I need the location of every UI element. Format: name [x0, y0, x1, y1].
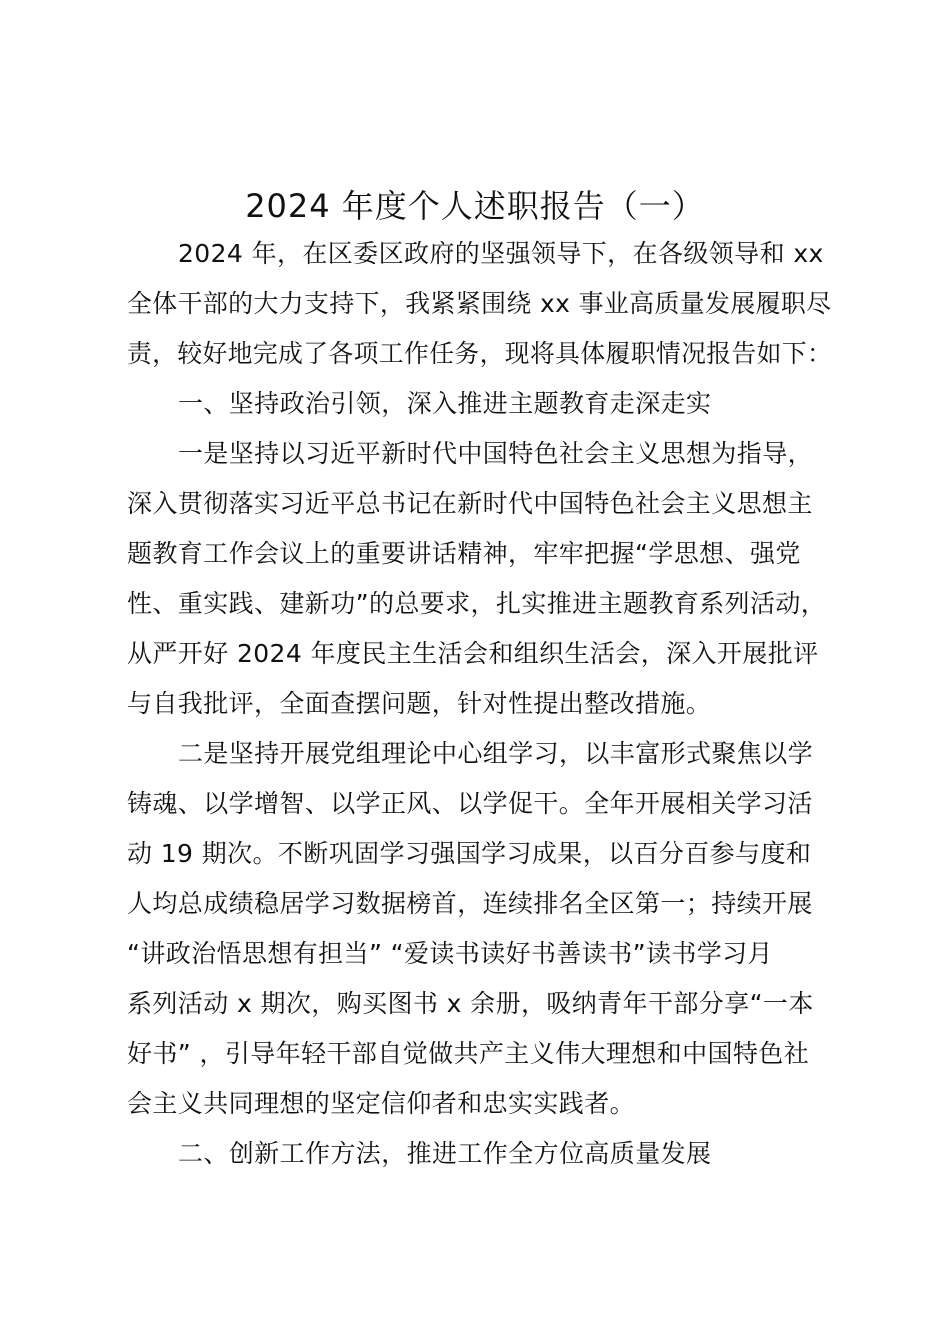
paragraph-line: 二是坚持开展党组理论中心组学习，以丰富形式聚焦以学 — [178, 739, 814, 768]
paragraph-line: 从严开好 2024 年度民主生活会和组织生活会，深入开展批评 — [127, 639, 819, 668]
paragraph-line: 与自我批评，全面查摆问题，针对性提出整改措施。 — [127, 689, 712, 718]
paragraph-line: 一是坚持以习近平新时代中国特色社会主义思想为指导， — [178, 439, 814, 468]
intro-line: 责，较好地完成了各项工作任务，现将具体履职情况报告如下： — [127, 339, 833, 368]
intro-line: 全体干部的大力支持下，我紧紧围绕 xx 事业高质量发展履职尽 — [127, 289, 832, 318]
paragraph-line: 系列活动 x 期次，购买图书 x 余册，吸纳青年干部分享“一本 — [127, 989, 814, 1018]
paragraph-line: 会主义共同理想的坚定信仰者和忠实实践者。 — [127, 1089, 636, 1118]
paragraph-line: 人均总成绩稳居学习数据榜首，连续排名全区第一；持续开展 — [127, 889, 813, 918]
paragraph-line: 题教育工作会议上的重要讲话精神，牢牢把握“学思想、强党 — [127, 539, 801, 568]
paragraph-line: 好书” ，引导年轻干部自觉做共产主义伟大理想和中国特色社 — [127, 1039, 810, 1068]
paragraph-line: 动 19 期次。不断巩固学习强国学习成果，以百分百参与度和 — [127, 839, 812, 868]
paragraph-line: 性、重实践、建新功”的总要求，扎实推进主题教育系列活动， — [127, 589, 827, 618]
section-heading: 一、坚持政治引领，深入推进主题教育走深走实 — [178, 389, 712, 418]
intro-line: 2024 年，在区委区政府的坚强领导下，在各级领导和 xx — [178, 239, 824, 268]
document-title: 2024 年度个人述职报告（一） — [245, 187, 705, 225]
section-heading: 二、创新工作方法，推进工作全方位高质量发展 — [178, 1139, 712, 1168]
paragraph-line: “讲政治悟思想有担当” “爱读书读好书善读书”读书学习月 — [127, 939, 773, 968]
paragraph-line: 深入贯彻落实习近平总书记在新时代中国特色社会主义思想主 — [127, 489, 813, 518]
paragraph-line: 铸魂、以学增智、以学正风、以学促干。全年开展相关学习活 — [127, 789, 813, 818]
